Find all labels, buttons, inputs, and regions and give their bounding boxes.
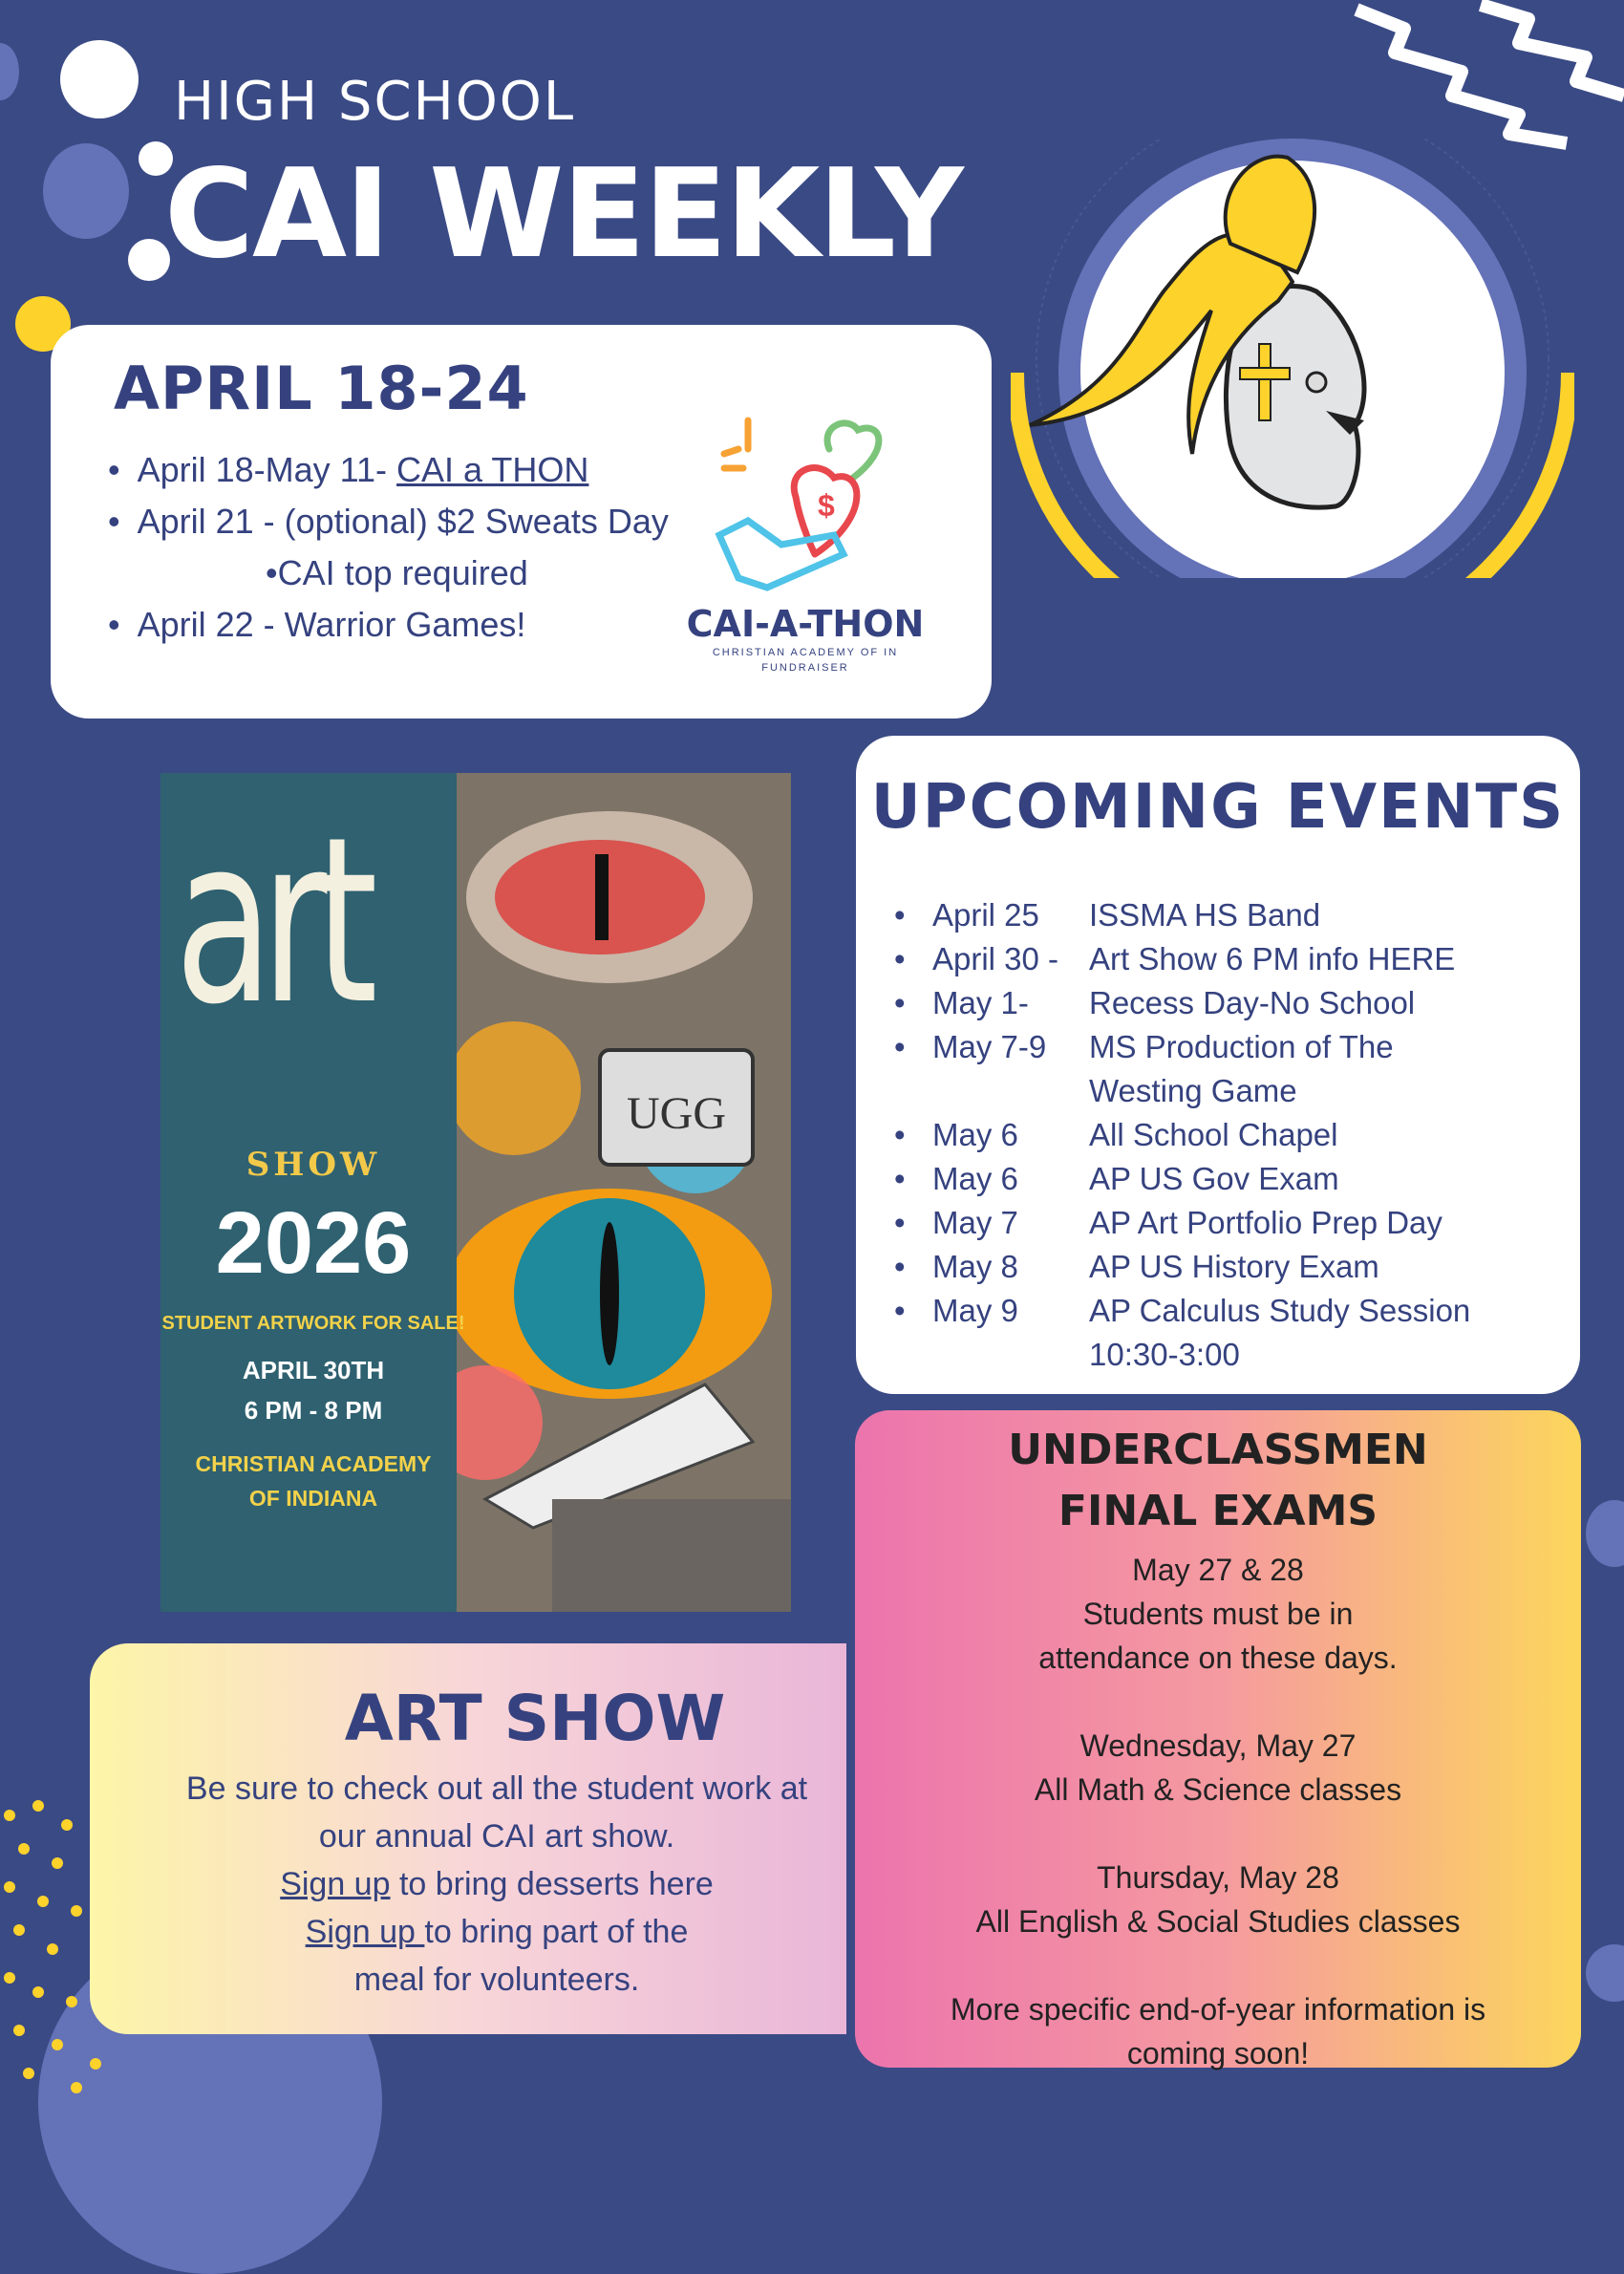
event-date: May 6 — [932, 1161, 1018, 1196]
cai-a-thon-subtitle: FUNDRAISER — [761, 662, 849, 674]
event-item-continuation — [894, 1069, 1470, 1113]
bullet: • — [894, 1117, 906, 1152]
week-title: APRIL 18-24 — [114, 354, 529, 423]
event-date: May 7 — [932, 1205, 1018, 1240]
final-exams-card — [855, 1410, 1581, 2068]
event-item — [894, 1245, 1470, 1289]
list-item-continuation — [114, 547, 669, 599]
event-item — [894, 1289, 1470, 1333]
event-item — [894, 1025, 1470, 1069]
event-date: April 30 - — [932, 941, 1059, 976]
poster-date: APRIL 30TH — [242, 1356, 385, 1384]
event-desc: AP Calculus Study Session — [1089, 1293, 1471, 1328]
cai-a-thon-logo — [681, 411, 930, 676]
bullet: • — [894, 1249, 906, 1284]
item-text: April 18-May 11- — [137, 450, 397, 489]
meal-signup-link[interactable]: Sign up — [305, 1914, 425, 1950]
bullet: • — [894, 897, 906, 933]
upcoming-events-card — [856, 736, 1580, 1394]
exam-day: Wednesday, May 27 — [1079, 1728, 1357, 1763]
event-desc: 10:30-3:00 — [1089, 1337, 1240, 1372]
event-desc: Recess Day-No School — [1089, 985, 1416, 1020]
event-desc: ISSMA HS Band — [1089, 897, 1321, 933]
event-date: April 25 — [932, 897, 1039, 933]
event-date: May 9 — [932, 1293, 1018, 1328]
item-text: April 22 - Warrior Games! — [137, 605, 526, 644]
event-desc: MS Production of The — [1089, 1029, 1394, 1064]
cai-a-thon-link[interactable]: CAI a THON — [396, 450, 589, 489]
decor-circle — [43, 143, 129, 239]
text-line: to bring part of the — [424, 1914, 689, 1950]
text-line: More specific end-of-year information is — [950, 1992, 1486, 2027]
event-date: May 7-9 — [932, 1029, 1047, 1064]
heart-hand-icon — [710, 411, 901, 592]
event-item — [894, 1157, 1470, 1201]
exam-classes: All Math & Science classes — [1034, 1772, 1402, 1807]
art-show-text — [90, 1765, 846, 2004]
cai-a-thon-title: CAI-A-THON — [686, 603, 925, 645]
event-date: May 8 — [932, 1249, 1018, 1284]
svg-text:$: $ — [818, 488, 835, 523]
week-highlights-card — [51, 325, 992, 719]
newsletter-title: CAI WEEKLY — [164, 143, 962, 286]
text-line: to bring desserts here — [390, 1866, 714, 1902]
event-item — [894, 937, 1470, 981]
poster-school: OF INDIANA — [248, 1486, 378, 1511]
events-title: UPCOMING EVENTS — [870, 772, 1566, 843]
knight-helmet-logo — [1011, 139, 1574, 578]
item-text: CAI top required — [277, 553, 528, 592]
poster-artwork — [457, 773, 791, 1612]
cai-a-thon-subtitle: CHRISTIAN ACADEMY OF IN — [712, 647, 899, 658]
bullet: • — [894, 941, 906, 976]
text-line: meal for volunteers. — [353, 1962, 640, 1998]
events-list — [894, 893, 1470, 1377]
list-item — [114, 444, 669, 496]
decor-circle — [1586, 1944, 1624, 2002]
art-show-poster — [160, 773, 791, 1612]
bullet: • — [894, 1205, 906, 1240]
event-desc: Art Show 6 PM info HERE — [1089, 941, 1456, 976]
event-date: May 6 — [932, 1117, 1018, 1152]
exam-dates: May 27 & 28 — [1132, 1553, 1304, 1587]
poster-sale: STUDENT ARTWORK FOR SALE! — [161, 1313, 465, 1334]
text-line: Students must be in — [1082, 1597, 1354, 1631]
poster-time: 6 PM - 8 PM — [244, 1396, 383, 1425]
text-line: coming soon! — [1126, 2036, 1310, 2070]
text-line: Be sure to check out all the student work at — [185, 1770, 808, 1807]
event-item — [894, 1113, 1470, 1157]
event-desc: AP Art Portfolio Prep Day — [1089, 1205, 1442, 1240]
header-kicker: HIGH SCHOOL — [174, 71, 576, 133]
decor-circle — [0, 43, 19, 100]
event-item — [894, 893, 1470, 937]
text-line: our annual CAI art show. — [318, 1818, 675, 1855]
poster-brand-text: UGG — [627, 1088, 726, 1139]
exam-classes: All English & Social Studies classes — [975, 1904, 1461, 1939]
bullet: • — [894, 1161, 906, 1196]
exam-day: Thursday, May 28 — [1097, 1860, 1339, 1895]
decor-circle — [60, 40, 139, 118]
week-list — [114, 444, 669, 651]
event-desc: Westing Game — [1089, 1073, 1297, 1108]
list-item — [114, 599, 669, 651]
event-desc: AP US Gov Exam — [1089, 1161, 1339, 1196]
event-desc: All School Chapel — [1089, 1117, 1338, 1152]
list-item — [114, 496, 669, 547]
event-item-continuation — [894, 1333, 1470, 1377]
bullet: • — [894, 985, 906, 1020]
event-item — [894, 1201, 1470, 1245]
desserts-signup-link[interactable]: Sign up — [280, 1866, 391, 1902]
event-date: May 1- — [932, 985, 1029, 1020]
decor-circle — [1586, 1500, 1624, 1567]
poster-show: SHOW — [246, 1146, 381, 1184]
item-text: April 21 - (optional) $2 Sweats Day — [137, 502, 669, 541]
exams-title: FINAL EXAMS — [1058, 1487, 1378, 1535]
text-line: attendance on these days. — [1038, 1641, 1398, 1675]
poster-year: 2026 — [215, 1194, 412, 1292]
bullet: • — [894, 1293, 906, 1328]
decor-zigzag — [1337, 0, 1624, 153]
bullet: • — [894, 1029, 906, 1064]
art-show-title: ART SHOW — [344, 1682, 726, 1755]
art-show-card — [90, 1643, 846, 2034]
poster-art-word: art — [174, 787, 367, 1055]
event-desc: AP US History Exam — [1089, 1249, 1379, 1284]
poster-school: CHRISTIAN ACADEMY — [195, 1451, 432, 1476]
event-item — [894, 981, 1470, 1025]
exams-title: UNDERCLASSMEN — [1008, 1426, 1428, 1474]
